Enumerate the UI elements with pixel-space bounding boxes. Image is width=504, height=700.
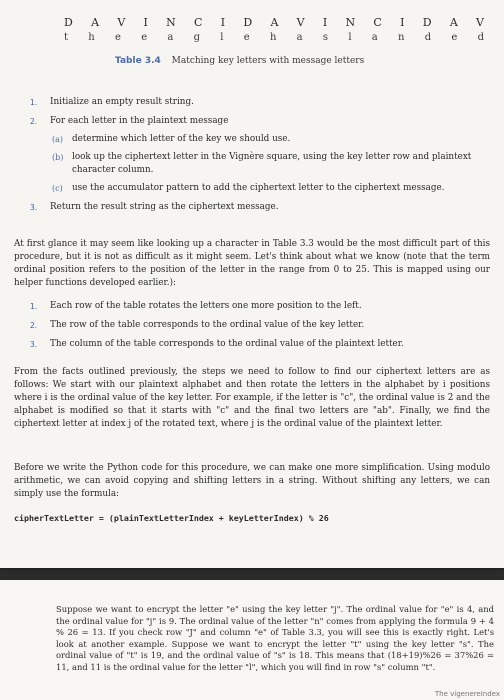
message-cell: a bbox=[167, 32, 174, 43]
substep-list bbox=[50, 133, 490, 195]
message-cell: d bbox=[477, 32, 484, 43]
key-cell: I bbox=[220, 16, 226, 29]
message-cell: a bbox=[371, 32, 378, 43]
message-cell: a bbox=[296, 32, 303, 43]
message-cell: l bbox=[220, 32, 224, 43]
message-cell: n bbox=[398, 32, 405, 43]
key-cell: V bbox=[476, 16, 484, 29]
procedure-steps bbox=[30, 96, 490, 220]
step-item: 2. For each letter in the plaintext message (a) determine which letter of the key we should use. (b) look up the ciphertext letter in the Vignère square, using the key letter row and plaintext character column. (c) use the accumulator pattern to add the ciphertext letter to the ciphertext message. bbox=[30, 115, 490, 195]
key-cell: C bbox=[373, 16, 382, 29]
message-cell: g bbox=[193, 32, 201, 43]
intro-paragraph: At first glance it may seem like looking up a character in Table 3.3 would be the most difficult part of this procedure, but it is not as difficult as it might seem. Let's think about what we know (note that the term ordinal position refers to the position of the letter in the range from 0 to 25. This is mapped using our helper functions developed earlier.): bbox=[14, 239, 490, 288]
key-cell: D bbox=[422, 16, 432, 29]
substep-item: (c) use the accumulator pattern to add the ciphertext letter to the ciphertext message. bbox=[52, 183, 445, 193]
fact-item: 1. Each row of the table rotates the letters one more position to the left. bbox=[30, 301, 362, 311]
table-caption bbox=[115, 56, 364, 66]
message-cell: t bbox=[64, 32, 69, 43]
book-page-bottom bbox=[0, 580, 504, 700]
message-letter-row bbox=[64, 32, 484, 43]
step-item: 1. Initialize an empty result string. bbox=[30, 97, 194, 107]
key-cell: N bbox=[345, 16, 356, 29]
key-cell: D bbox=[64, 16, 73, 29]
key-cell: N bbox=[166, 16, 176, 29]
message-cell: s bbox=[322, 32, 329, 43]
step-item: 3. Return the result string as the ciphertext message. bbox=[30, 202, 279, 212]
example-paragraph: Suppose we want to encrypt the letter "e" using the key letter "j". The ordinal value for "e" is 4, and the ordinal value for "j" is 9. The ordinal value of the letter "n" comes from applying the formula 9 + 4 % 26 = 13. If you check row "J" and column "e" of Table 3.3, you will see this is exactly right. Let's look at another example. Suppose we want to encrypt the letter "t" using the key letter "s". The ordinal value of "t" is 19, and the ordinal value of "s" is 18. This means that (18+19)%26 = 37%26 = 11, and 11 is the ordinal value for the letter "l", which you will find in row "s" column "t". bbox=[56, 604, 494, 672]
key-cell: A bbox=[270, 16, 279, 29]
message-cell: e bbox=[115, 32, 121, 43]
simplification-paragraph: Before we write the Python code for this procedure, we can make one more simplification. Using modulo arithmetic, we can avoid copying and shifting letters in a string. Without shifting any letters, we can simply use the formula: bbox=[14, 463, 490, 499]
key-cell: I bbox=[143, 16, 148, 29]
message-cell: l bbox=[348, 32, 352, 43]
message-cell: h bbox=[269, 32, 277, 43]
formula-code: cipherTextLetter = (plainTextLetterIndex + keyLetterIndex) % 26 bbox=[14, 513, 329, 523]
message-cell: h bbox=[88, 32, 95, 43]
page-footer-text: The vigenereIndex bbox=[434, 690, 500, 698]
steps-paragraph: From the facts outlined previously, the steps we need to follow to find our ciphertext letters are as follows: We start with our plaintext alphabet and then rotate the letters in the alphabet by i positions where i is the ordinal value of the key letter. For example, if the letter is "c", the ordinal value is 2 and the alphabet is modified so that it starts with "c" and the final two letters are "ab". Finally, we find the ciphertext letter at index j of the rotated text, where j is the ordinal value of the plaintext letter. bbox=[14, 367, 490, 429]
table-label: Table 3.4 bbox=[115, 56, 161, 66]
facts-list bbox=[30, 300, 490, 357]
substep-item: (b) look up the ciphertext letter in the Vignère square, using the key letter row and plaintext character column. bbox=[52, 152, 472, 175]
key-cell: V bbox=[117, 16, 126, 29]
message-cell: e bbox=[451, 32, 458, 43]
message-cell: e bbox=[243, 32, 250, 43]
key-cell: I bbox=[322, 16, 328, 29]
key-letter-row bbox=[64, 16, 484, 29]
table-caption-text: Matching key letters with message letters bbox=[171, 56, 365, 66]
message-cell: e bbox=[141, 32, 148, 43]
key-cell: I bbox=[400, 16, 405, 29]
key-cell: D bbox=[243, 16, 253, 29]
key-cell: A bbox=[91, 16, 100, 29]
fact-item: 2. The row of the table corresponds to the ordinal value of the key letter. bbox=[30, 320, 365, 330]
message-cell: d bbox=[424, 32, 432, 43]
fact-item: 3. The column of the table corresponds to the ordinal value of the plaintext letter. bbox=[30, 339, 404, 349]
key-cell: A bbox=[449, 16, 458, 29]
key-cell: C bbox=[194, 16, 203, 29]
substep-item: (a) determine which letter of the key we should use. bbox=[52, 134, 291, 144]
key-cell: V bbox=[296, 16, 305, 29]
